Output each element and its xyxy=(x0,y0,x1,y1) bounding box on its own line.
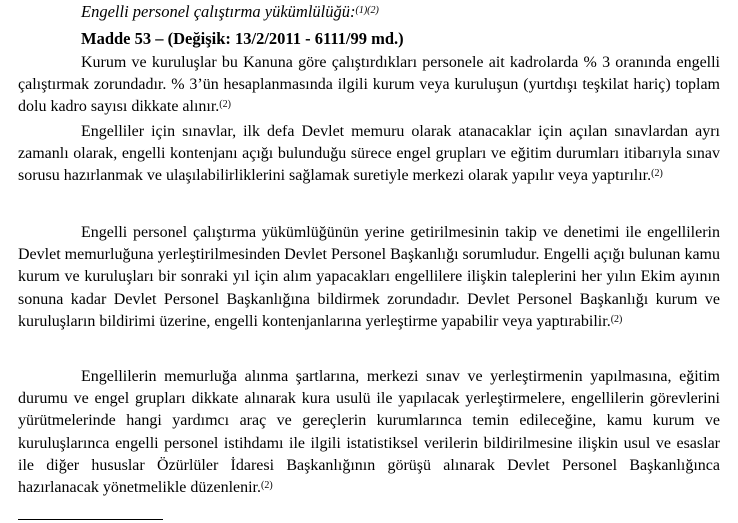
paragraph-2 xyxy=(18,121,720,188)
paragraph-3 xyxy=(18,222,720,333)
paragraph-1 xyxy=(18,52,720,119)
paragraph-3-text: Engelli personel çalıştırma yükümlüğünün yerine getirilmesinin takip ve denetimi ile engellilerin Devlet memurluğuna yerleştirilmesinden Devlet Personel Başkanlığı sorumludur. Engelli açığı bulunan kamu kurum ve kuruluşları bir sonraki yıl için alım yapacakları engellilere ilişkin taleplerini her yılın Ekim ayının sonuna kadar Devlet Personel Başkanlığına bildirmek zorundadır. Devlet Personel Başkanlığı kurum ve kuruluşların bildirimi üzerine, engelli kontenjanlarına yerleştirme yapabilir veya yaptırabilir. xyxy=(18,224,720,330)
article-title: Madde 53 – (Değişik: 13/2/2011 - 6111/99 md.) xyxy=(81,29,404,48)
paragraph-4-text: Engellilerin memurluğa alınma şartlarına, merkezi sınav ve yerleştirmenin yapılmasına, eğitim durumu ve engel grupları dikkate alınarak kura usulü ile yapılacak yerleştirmelere, engellilerin görevlerini yürütmelerinde hangi yardımcı araç ve gereçlerin kurumlarınca temin edileceğine, kamu kurum ve kuruluşlarınca engelli personel istihdamı ile ilgili istatistiksel verilerin bildirilmesine ilişkin usul ve esaslar ile diğer hususlar Özürlüler İdaresi Başkanlığının görüşü alınarak Devlet Personel Başkanlığınca hazırlanacak yönetmelikle düzenlenir. xyxy=(18,368,720,497)
paragraph-1-text: Kurum ve kuruluşlar bu Kanuna göre çalıştırdıkları personele ait kadrolarda % 3 oranında engelli çalıştırmak zorundadır. % 3’ün hesaplanmasında ilgili kurum veya kuruluşun (yurtdışı teşkilat hariç) toplam dolu kadro sayısı dikkate alınır. xyxy=(18,54,720,116)
paragraph-2-footnote-ref[interactable]: (2) xyxy=(651,168,663,180)
paragraph-4-footnote-ref[interactable]: (2) xyxy=(261,480,273,492)
heading-footnote-ref[interactable]: (1)(2) xyxy=(355,5,379,16)
paragraph-1-footnote-ref[interactable]: (2) xyxy=(219,99,231,111)
section-heading-text: Engelli personel çalıştırma yükümlülüğü: xyxy=(81,2,356,21)
section-heading xyxy=(81,2,379,22)
paragraph-4 xyxy=(18,366,720,499)
paragraph-3-footnote-ref[interactable]: (2) xyxy=(610,313,623,325)
footnote-separator xyxy=(18,519,163,520)
paragraph-2-text: Engelliler için sınavlar, ilk defa Devlet memuru olarak atanacaklar için açılan sınavlardan ayrı zamanlı olarak, engelli kontenjanı açığı bulunduğu sürece engel grupları ve eğitim durumları itibarıyla sınav sorusu hazırlanmak ve ulaşılabilirliklerini sağlamak suretiyle merkezi olarak yapılır veya yaptırılır. xyxy=(18,123,720,185)
